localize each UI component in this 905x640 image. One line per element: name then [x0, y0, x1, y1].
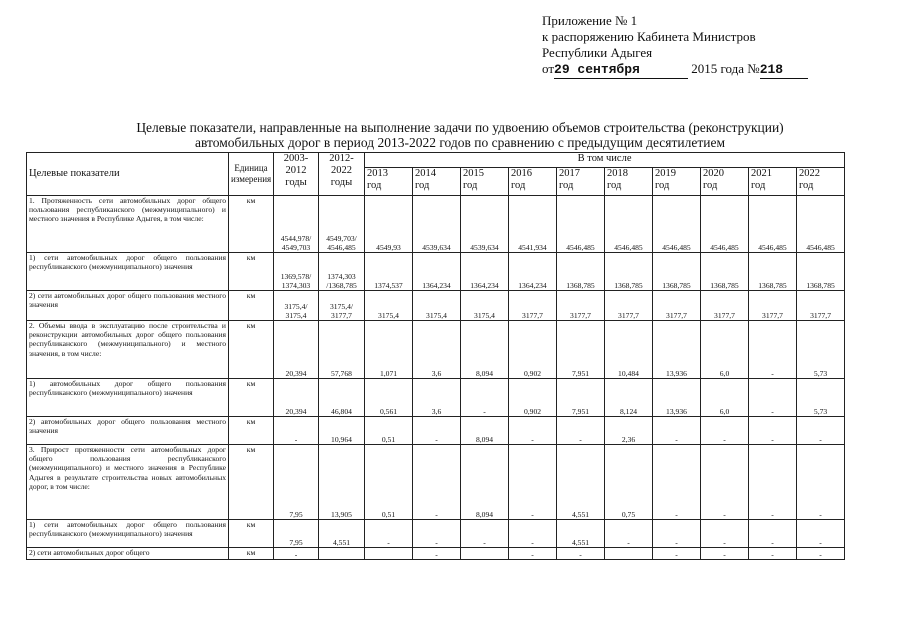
row-value: 1368,785	[605, 253, 653, 291]
row-value: 1368,785	[653, 253, 701, 291]
row-value: 4546,485	[557, 196, 605, 253]
row-label: 2) сети автомобильных дорог общего пользования местного значения	[27, 291, 229, 321]
row-value: 0,561	[365, 379, 413, 417]
appendix-line-2: к распоряжению Кабинета Министров	[542, 29, 756, 44]
row-label: 2) сети автомобильных дорог общего	[27, 548, 229, 560]
row-value: 3175,4	[413, 291, 461, 321]
row-value: 5,73	[797, 379, 845, 417]
row-value: 1369,578/ 1374,303	[274, 253, 319, 291]
row-value: 8,124	[605, 379, 653, 417]
row-value: 1368,785	[797, 253, 845, 291]
row-value: -	[797, 417, 845, 445]
row-value: -	[557, 417, 605, 445]
header-year-suffix: год	[511, 180, 526, 191]
row-value: 8,094	[461, 445, 509, 520]
row-value: 3177,7	[653, 291, 701, 321]
row-value: 7,951	[557, 379, 605, 417]
row-value: 2,36	[605, 417, 653, 445]
appendix-number-field	[760, 61, 808, 79]
appendix-date-prefix: от	[542, 61, 555, 76]
header-unit: Единица измерения	[229, 153, 274, 196]
row-value: 4544,978/ 4549,703	[274, 196, 319, 253]
title-line-1: Целевые показатели, направленные на выполнение задачи по удвоению объемов строительства (реконструкции)	[136, 120, 784, 135]
appendix-date-field	[554, 61, 688, 79]
row-label: 1) сети автомобильных дорог общего пользования республиканского (межмуниципального) значения	[27, 520, 229, 548]
header-year-3	[509, 168, 557, 196]
row-value: -	[413, 417, 461, 445]
header-year-suffix: год	[415, 180, 430, 191]
row-value: 4546,485	[749, 196, 797, 253]
row-unit: км	[229, 417, 274, 445]
row-value: -	[509, 548, 557, 560]
row-value: 4546,485	[653, 196, 701, 253]
table-row	[27, 379, 845, 417]
row-value: 4,551	[557, 445, 605, 520]
table-row	[27, 520, 845, 548]
row-value: -	[274, 417, 319, 445]
row-value: -	[653, 417, 701, 445]
row-value: 1,071	[365, 321, 413, 379]
row-value: 0,51	[365, 417, 413, 445]
row-value: 7,95	[274, 520, 319, 548]
row-value: -	[749, 379, 797, 417]
header-year-9	[797, 168, 845, 196]
header-year-0	[365, 168, 413, 196]
appendix-date-handwritten: 29 сентября	[554, 62, 640, 77]
row-value: -	[701, 548, 749, 560]
row-value: -	[749, 417, 797, 445]
row-value: 6,0	[701, 321, 749, 379]
document-title	[20, 120, 900, 150]
row-value: -	[509, 520, 557, 548]
row-value	[605, 548, 653, 560]
row-value: 0,75	[605, 445, 653, 520]
table-row	[27, 445, 845, 520]
row-label: 1. Протяженность сети автомобильных дорог общего пользования республиканского (межмуниципального) и местного значения в Республике Адыгея, в том числе:	[27, 196, 229, 253]
table-row	[27, 321, 845, 379]
row-value: 3175,4/ 3175,4	[274, 291, 319, 321]
row-value: 10,964	[319, 417, 365, 445]
appendix-line-3: Республики Адыгея	[542, 45, 653, 60]
row-unit: км	[229, 291, 274, 321]
row-value: 4541,934	[509, 196, 557, 253]
header-year-7	[701, 168, 749, 196]
header-year-2	[461, 168, 509, 196]
row-value: 13,936	[653, 379, 701, 417]
target-indicators-table	[26, 152, 845, 560]
row-value: -	[749, 548, 797, 560]
row-value: 4,551	[319, 520, 365, 548]
row-value: 8,094	[461, 321, 509, 379]
header-year-number: 2014	[415, 168, 436, 179]
row-value: -	[749, 445, 797, 520]
row-value: 6,0	[701, 379, 749, 417]
header-year-5	[605, 168, 653, 196]
row-value: -	[461, 520, 509, 548]
table-row	[27, 417, 845, 445]
row-value: 20,394	[274, 321, 319, 379]
row-unit: км	[229, 253, 274, 291]
table-row	[27, 196, 845, 253]
table-body	[27, 196, 845, 560]
row-label: 2. Объемы ввода в эксплуатацию после строительства и реконструкции автомобильных дорог общего пользования республиканского (межмуниципального) и местного значения, в том числе:	[27, 321, 229, 379]
appendix-year-text: 2015 года №	[691, 61, 760, 76]
row-value: 3175,4/ 3177,7	[319, 291, 365, 321]
row-value: 57,768	[319, 321, 365, 379]
row-value: -	[557, 548, 605, 560]
row-unit: км	[229, 520, 274, 548]
header-year-number: 2018	[607, 168, 628, 179]
header-year-4	[557, 168, 605, 196]
row-value: 3177,7	[509, 291, 557, 321]
row-value: 0,902	[509, 321, 557, 379]
table-row	[27, 253, 845, 291]
row-unit: км	[229, 445, 274, 520]
row-value: -	[365, 520, 413, 548]
header-year-suffix: год	[655, 180, 670, 191]
row-value: -	[701, 417, 749, 445]
appendix-header	[542, 13, 872, 79]
row-value: -	[605, 520, 653, 548]
header-year-8	[749, 168, 797, 196]
row-value: 3177,7	[749, 291, 797, 321]
row-label: 1) автомобильных дорог общего пользования республиканского (межмуниципального) значения	[27, 379, 229, 417]
row-value: 3177,7	[701, 291, 749, 321]
row-value	[461, 548, 509, 560]
header-including: В том числе	[365, 153, 845, 168]
row-value: 10,484	[605, 321, 653, 379]
row-value: -	[413, 548, 461, 560]
row-value: 4549,93	[365, 196, 413, 253]
row-value: -	[797, 520, 845, 548]
row-value: 1368,785	[701, 253, 749, 291]
row-value: -	[797, 445, 845, 520]
row-value: 4549,703/ 4546,485	[319, 196, 365, 253]
row-value: -	[653, 520, 701, 548]
row-value: 13,905	[319, 445, 365, 520]
row-unit: км	[229, 548, 274, 560]
row-value: -	[509, 445, 557, 520]
row-value: -	[461, 379, 509, 417]
row-value	[365, 548, 413, 560]
header-year-number: 2015	[463, 168, 484, 179]
appendix-date-line	[542, 61, 872, 79]
row-value: 3175,4	[461, 291, 509, 321]
row-value: -	[274, 548, 319, 560]
header-year-1	[413, 168, 461, 196]
row-value: -	[413, 445, 461, 520]
row-value: 3,6	[413, 379, 461, 417]
header-year-number: 2019	[655, 168, 676, 179]
row-label: 1) сети автомобильных дорог общего пользования республиканского (межмуниципального) значения	[27, 253, 229, 291]
row-unit: км	[229, 379, 274, 417]
row-value: 1364,234	[413, 253, 461, 291]
row-value: 1364,234	[509, 253, 557, 291]
row-value: 8,094	[461, 417, 509, 445]
row-value: 7,951	[557, 321, 605, 379]
header-year-suffix: год	[607, 180, 622, 191]
table-row	[27, 548, 845, 560]
row-value: 13,936	[653, 321, 701, 379]
row-value: 4539,634	[461, 196, 509, 253]
row-value: -	[749, 321, 797, 379]
row-value: -	[509, 417, 557, 445]
row-value: -	[797, 548, 845, 560]
row-value: 0,902	[509, 379, 557, 417]
row-value	[319, 548, 365, 560]
row-value: 7,95	[274, 445, 319, 520]
row-value: 20,394	[274, 379, 319, 417]
header-year-number: 2021	[751, 168, 772, 179]
row-value: -	[653, 445, 701, 520]
row-value: 3,6	[413, 321, 461, 379]
appendix-number-handwritten: 218	[759, 62, 784, 77]
row-unit: км	[229, 196, 274, 253]
row-value: 1374,303 /1368,785	[319, 253, 365, 291]
row-value: 3177,7	[605, 291, 653, 321]
header-period-2003-2012: 2003-2012 годы	[274, 153, 319, 196]
row-value: -	[749, 520, 797, 548]
row-value: 1374,537	[365, 253, 413, 291]
title-line-2: автомобильных дорог в период 2013-2022 годов по сравнению с предыдущим десятилетием	[194, 135, 726, 150]
row-value: 3177,7	[557, 291, 605, 321]
row-value: -	[701, 445, 749, 520]
header-year-suffix: год	[751, 180, 766, 191]
table-row	[27, 291, 845, 321]
header-year-number: 2022	[799, 168, 820, 179]
row-value: -	[653, 548, 701, 560]
row-value: 1368,785	[749, 253, 797, 291]
row-value: -	[701, 520, 749, 548]
row-value: 1364,234	[461, 253, 509, 291]
row-value: 4546,485	[701, 196, 749, 253]
header-year-6	[653, 168, 701, 196]
header-year-number: 2016	[511, 168, 532, 179]
row-value: 1368,785	[557, 253, 605, 291]
row-value: 4,551	[557, 520, 605, 548]
row-unit: км	[229, 321, 274, 379]
row-value: 3177,7	[797, 291, 845, 321]
row-value: 0,51	[365, 445, 413, 520]
row-value: 5,73	[797, 321, 845, 379]
header-year-suffix: год	[463, 180, 478, 191]
header-period-2012-2022: 2012-2022 годы	[319, 153, 365, 196]
row-label: 3. Прирост протяженности сети автомобильных дорог общего пользования республиканского (межмуниципального) и местного значения в Республике Адыгея в результате строительства новых автомобильных дорог, в том числе:	[27, 445, 229, 520]
header-year-suffix: год	[559, 180, 574, 191]
row-value: 4546,485	[797, 196, 845, 253]
row-value: 4546,485	[605, 196, 653, 253]
header-year-number: 2017	[559, 168, 580, 179]
row-value: 46,804	[319, 379, 365, 417]
header-year-suffix: год	[703, 180, 718, 191]
header-year-number: 2020	[703, 168, 724, 179]
appendix-line-1: Приложение № 1	[542, 13, 638, 28]
row-value: -	[413, 520, 461, 548]
row-value: 3175,4	[365, 291, 413, 321]
header-year-suffix: год	[367, 180, 382, 191]
header-indicator: Целевые показатели	[27, 153, 229, 196]
header-year-suffix: год	[799, 180, 814, 191]
row-label: 2) автомобильных дорог общего пользования местного значения	[27, 417, 229, 445]
header-year-number: 2013	[367, 168, 388, 179]
row-value: 4539,634	[413, 196, 461, 253]
